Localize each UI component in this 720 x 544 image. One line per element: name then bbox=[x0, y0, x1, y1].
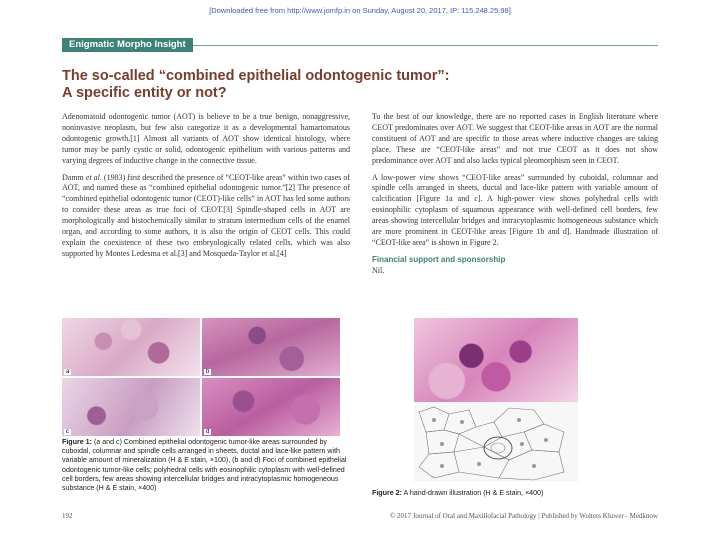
panel-label: b bbox=[206, 369, 210, 375]
figure-2-caption: Figure 2: A hand-drawn illustration (H & E stain, ×400) bbox=[372, 489, 544, 497]
paragraph-low-power: A low-power view shows “CEOT-like areas” surrounded by cuboidal, columnar and spindle cells arranged in sheets, ductal and lace-like pattern with variable amount of calcification [Figure 1a and c]. A high-power view shows polyhedral cells with eosinophilic cytoplasm of squamous appearance with well-defined cell borders, few areas showing intercellular bridges and intracytoplasmic homogeneous substance which are more prominent in CEOT-like areas [Figure 1b and d]. Handmade illustration of “CEOT-like area” is shown in Figure 2. bbox=[372, 172, 658, 247]
figure-1c-image bbox=[62, 378, 200, 436]
panel-label: d bbox=[206, 429, 210, 435]
title-line-1: The so-called “combined epithelial odontogenic tumor”: bbox=[62, 68, 450, 84]
figure-2-micrograph bbox=[414, 318, 578, 402]
figure-1a-image bbox=[62, 318, 200, 376]
section-label: Enigmatic Morpho Insight bbox=[62, 38, 193, 52]
title-line-2: A specific entity or not? bbox=[62, 85, 227, 101]
paragraph-aot-intro: Adenomatoid odontogenic tumor (AOT) is believe to be a true benign, nonaggressive, noninvasive neoplasm, but few also categorize it as a developmental hamartomatous odontogenic growth.[1] Almost all variants of AOT show identical histology, where tumor may be partly cystic or solid, odontogenic epithelium with various patterns and varying degrees of inductive change in the connective tissue. bbox=[62, 112, 350, 165]
figure-1 bbox=[62, 318, 340, 436]
article-title bbox=[62, 68, 642, 102]
page-number: 192 bbox=[62, 512, 73, 520]
left-column bbox=[62, 112, 350, 266]
figure-1b-image bbox=[202, 318, 340, 376]
panel-label: a bbox=[66, 369, 70, 375]
figure-1d-image bbox=[202, 378, 340, 436]
figure-1-caption: Figure 1: (a and c) Combined epithelial odontogenic tumor-like areas surrounded by cuboidal, columnar and spindle cells arranged in sheets, ductal and lace-like pattern with variable amount of mineralization (H & E stain, ×100), (b and d) Foci of combined epithelial odontogenic tumor-like cells; polyhedral cells with eosinophilic cytoplasm with well-defined cell borders, few areas showing intercellular bridges and intracytoplasmic homogeneous substance (H & E stain, ×400) bbox=[62, 438, 347, 493]
paragraph-damm: Damm et al. (1983) first described the presence of “CEOT-like areas” within two cases of AOT, and named these as “combined epithelial odontogenic tumor.”[2] The presence of “combined epithelial odontogenic tumor (CEOT)-like cells” in AOT has led some authors to consider these areas as true foci of CEOT.[3] Spindle-shaped cells in AOT are morphologically and histochemically similar to stratum intermedium cells of the enamel organ, and according to some authors, it is also the origin of CEOT cells. This could explain the coexistence of these two embryologically related cells, which was also supported by Montes Ledesma et al.[3] and Mosqueda-Taylor et al.[4] bbox=[62, 172, 351, 258]
download-notice[interactable]: [Downloaded free from http://www.jomfp.in on Sunday, August 20, 2017, IP: 115.248.25.98] bbox=[209, 6, 511, 15]
right-column bbox=[372, 112, 658, 277]
copyright-line: © 2017 Journal of Oral and Maxillofacial Pathology | Published by Wolters Kluwer - Medknow bbox=[389, 512, 658, 520]
figure-2-drawing bbox=[414, 402, 578, 482]
panel-label: c bbox=[66, 429, 69, 435]
paragraph-knowledge: To the best of our knowledge, there are no reported cases in English literature where CEOT predominates over AOT. We suggest that CEOT-like areas in AOT are the normal constituent of AOT and are specific to those areas where inductive changes are taking place. These are “CEOT-like areas” and not true CEOT as it does not show predominance over AOT and also lacks typical pleomorphism seen in CEOT. bbox=[372, 112, 658, 165]
support-text: Nil. bbox=[372, 265, 385, 275]
support-heading: Financial support and sponsorship bbox=[372, 254, 506, 264]
